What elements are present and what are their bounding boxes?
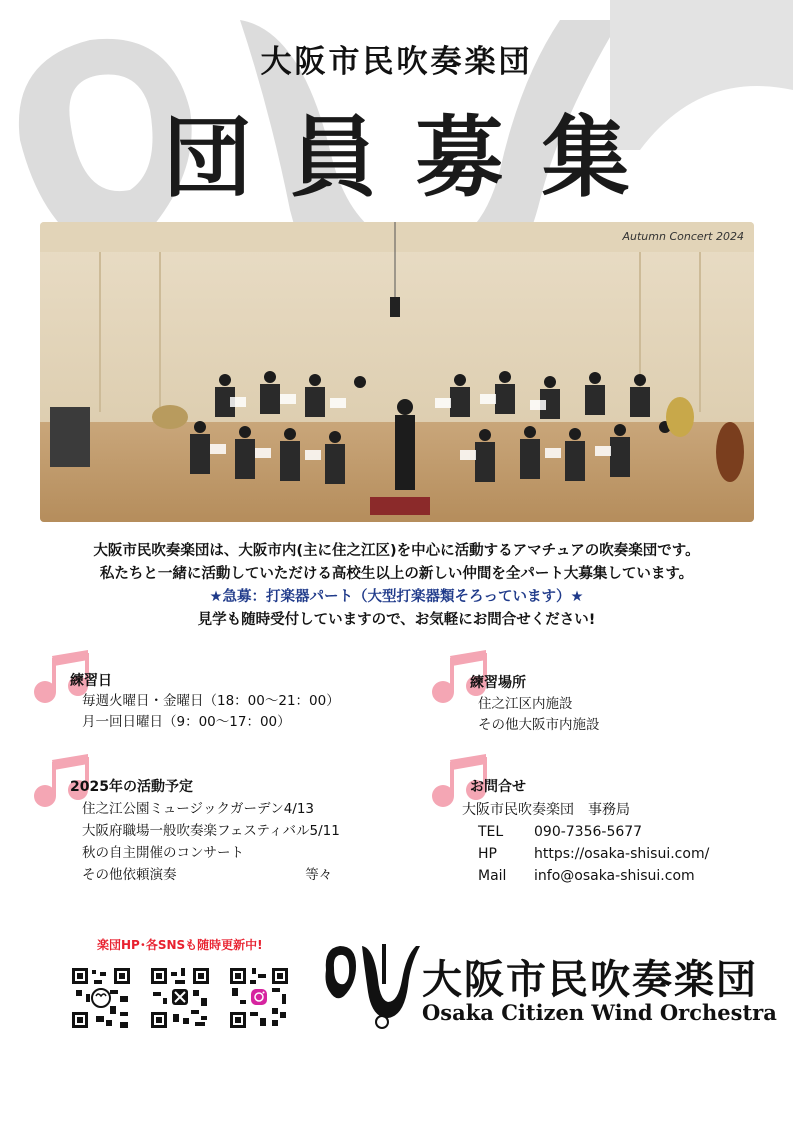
- practice-place-line: その他大阪市内施設: [478, 717, 600, 733]
- practice-days-line: 毎週火曜日・金曜日（18：00～21：00）: [82, 693, 340, 709]
- practice-days-title: 練習日: [70, 673, 112, 689]
- schedule-title: 2025年の活動予定: [70, 779, 193, 795]
- schedule-section: [30, 752, 410, 882]
- mail-link[interactable]: info@osaka-shisui.com: [534, 868, 695, 884]
- schedule-line: 大阪府職場一般吹奏楽フェスティバル5/11: [82, 823, 340, 839]
- contact-section: [428, 752, 768, 892]
- orchestra-logo-icon: [322, 940, 420, 1035]
- practice-place-title: 練習場所: [470, 675, 526, 691]
- tel-label: TEL: [478, 824, 504, 840]
- mail-label: Mail: [478, 868, 507, 884]
- contact-office: 大阪市民吹奏楽団 事務局: [462, 802, 630, 818]
- contact-lines: [462, 799, 709, 887]
- practice-place-lines: [478, 694, 600, 736]
- practice-days-lines: [82, 691, 340, 733]
- recruitment-headline: 団員募集: [163, 105, 668, 209]
- schedule-line: 住之江公園ミュージックガーデン4/13: [82, 801, 315, 817]
- hp-link[interactable]: https://osaka-shisui.com/: [534, 846, 710, 862]
- footer-brand: [322, 940, 777, 1035]
- schedule-lines: [82, 798, 340, 886]
- urgent-recruitment: ★急募：打楽器パート（大型打楽器類そろっています）★: [209, 589, 584, 605]
- intro-line-4: 見学も随時受付していますので、お気軽にお問合せください!: [197, 612, 596, 628]
- schedule-line: 秋の自主開催のコンサート: [82, 845, 244, 861]
- practice-place-line: 住之江区内施設: [478, 696, 573, 712]
- brand-name-japanese: 大阪市民吹奏楽団: [422, 956, 758, 1003]
- qr-code-homepage[interactable]: [70, 966, 132, 1030]
- practice-place-section: [428, 648, 728, 738]
- concert-photo: [40, 222, 754, 522]
- organization-title: 大阪市民吹奏楽団: [260, 44, 533, 80]
- practice-days-section: [30, 648, 390, 738]
- intro-text: [0, 540, 793, 632]
- qr-code-instagram[interactable]: [228, 966, 290, 1030]
- practice-days-line: 月一回日曜日（9：00～17：00）: [82, 714, 291, 730]
- contact-tel-row: [462, 821, 709, 843]
- contact-hp-row: [462, 843, 709, 865]
- contact-mail-row: [462, 865, 709, 887]
- qr-code-x[interactable]: [149, 966, 211, 1030]
- schedule-line: その他依頼演奏 等々: [82, 867, 333, 883]
- x-logo-icon: [172, 989, 188, 1005]
- intro-line-2: 私たちと一緒に活動していただける高校生以上の新しい仲間を全パート大募集しています。: [99, 566, 694, 582]
- instagram-icon: [251, 989, 267, 1005]
- contact-title: お問合せ: [470, 779, 526, 795]
- hp-label: HP: [478, 846, 497, 862]
- brand-name-english: Osaka Citizen Wind Orchestra: [422, 1000, 777, 1025]
- photo-caption: Autumn Concert 2024: [622, 230, 744, 243]
- intro-line-1: 大阪市民吹奏楽団は、大阪市内(主に住之江区)を中心に活動するアマチュアの吹奏楽団です。: [93, 543, 700, 559]
- tel-value[interactable]: 090-7356-5677: [534, 824, 643, 840]
- sns-update-note: 楽団HP･各SNSも随時更新中!: [97, 938, 263, 952]
